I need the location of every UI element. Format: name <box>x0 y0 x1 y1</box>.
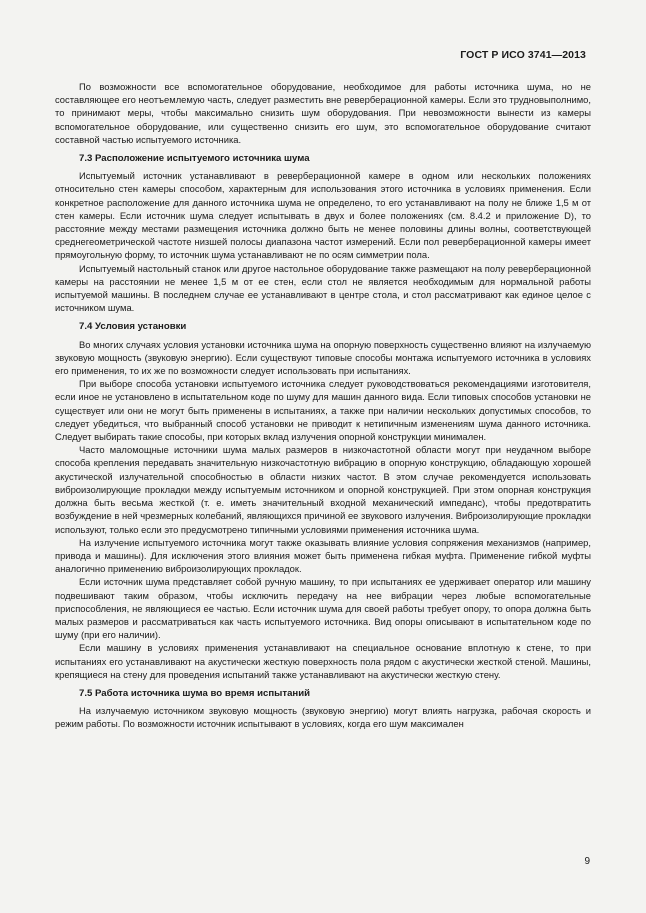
paragraph-7-3-positioning: Испытуемый источник устанавливают в реверберационной камере в одном или нескольких положениях относительно стен камеры способом, характерным для использования этого источника в условиях применения. Если конкретное расположение для данного источника шума не определено, то его устанавливают на полу не ближе 1,5 м от стен камеры. Если источник шума следует испытывать в двух и более положениях (см. 8.4.2 и приложение D), то расстояние между местами размещения источника должно быть не менее половины длины волны, соответствующей среднегеометрической частоте низшей полосы диапазона частот измерений. Если пол реверберационной камеры имеет прямоугольную форму, то источник шума устанавливают не по осям симметрии пола. <box>55 170 591 261</box>
paragraph-7-4-hand-held: Если источник шума представляет собой ручную машину, то при испытаниях ее удерживает оператор или машину подвешивают таким образом, чтобы исключить передачу на нее вибрации через любые вспомогательные приспособления, не являющиеся ее частью. Если источник шума для своей работы требует опору, то опора должна быть малых размеров и рассматриваться как часть испытуемого источника. Вид опоры описывают в испытательном коде по шуму (при его наличии). <box>55 576 591 641</box>
paragraph-7-4-mounting-choice: При выборе способа установки испытуемого источника следует руководствоваться рекомендациями изготовителя, если иное не установлено в испытательном коде по шуму для машин данного вида. Если типовых способов установки не существует или они не могут быть применены в испытаниях, а также при наличии нескольких допустимых способов, то следует убедиться, что выбранный способ установки не приводит к нетипичным изменениям шума данного источника. Следует выбирать такие способы, при которых вклад излучения опорной конструкции минимален. <box>55 378 591 443</box>
paragraph-7-4-wall-mounted: Если машину в условиях применения устанавливают на специальное основание вплотную к стене, то при испытаниях его устанавливают на акустически жесткую поверхность пола рядом с акустически жесткой стеной. Машины, крепящиеся на стену для проведения испытаний также устанавливают на акустически жесткую стену. <box>55 642 591 680</box>
section-heading-7-3: 7.3 Расположение испытуемого источника шума <box>79 153 310 165</box>
section-heading-7-4: 7.4 Условия установки <box>79 321 187 333</box>
paragraph-7-4-mounting-influence: Во многих случаях условия установки источника шума на опорную поверхность существенно влияют на излучаемую звуковую мощность (звуковую энергию). Если существуют типовые способы монтажа испытуемого источника в условиях его применения, то их же по возможности следует использовать при испытаниях. <box>55 338 591 377</box>
paragraph-7-4-coupling: На излучение испытуемого источника могут также оказывать влияние условия сопряжения механизмов (например, привода и машины). Для исключения этого влияния может быть применена гибкая муфта. Применение гибкой муфты аналогично применению виброизолирующих прокладок. <box>55 536 591 575</box>
paragraph-7-5-operation: На излучаемую источником звуковую мощность (звуковую энергию) могут влиять нагрузка, рабочая скорость и режим работы. По возможности источник испытывают в условиях, когда его шум максимален <box>55 705 591 730</box>
paragraph-auxiliary-equipment: По возможности все вспомогательное оборудование, необходимое для работы источника шума, но не составляющее его неотъемлемую часть, следует разместить вне реверберационной камеры. Если это трудновыполнимо, то принимают меры, чтобы максимально снизить шум оборудования. При невозможности вынести из камеры вспомогательное оборудование, или существенно снизить его шум, это вспомогательное оборудование считают составной частью испытуемого источника. <box>55 81 591 145</box>
paragraph-7-4-vibration-isolation: Часто маломощные источники шума малых размеров в низкочастотной области могут при неудачном выборе способа крепления передавать значительную низкочастотную вибрацию в опорную конструкцию, обладающую хорошей акустической излучательной способностью в области низких частот. В этом случае рекомендуется использовать виброизолирующие прокладки между испытуемым источником и опорной конструкцией. При этом опорная конструкция должна быть весьма жесткой (т. е. иметь значительный входной механический импеданс), чтобы предотвратить возбуждение в ней чрезмерных колебаний, являющихся причиной ее звукового излучения. Виброизолирующие прокладки используют, только если это предусмотрено типичными условиями применения источника шума. <box>55 444 591 535</box>
section-heading-7-5: 7.5 Работа источника шума во время испытаний <box>79 687 310 699</box>
paragraph-7-3-bench-equipment: Испытуемый настольный станок или другое настольное оборудование также размещают на полу реверберационной камеры на расстоянии не менее 1,5 м от ее стен, если стол не является необходимым для нормальной работы испытуемой машины. В последнем случае ее устанавливают в центре стола, и стол рассматривают как единое целое с источником шума. <box>55 262 591 314</box>
page-number: 9 <box>584 856 590 867</box>
standard-designation: ГОСТ Р ИСО 3741—2013 <box>460 49 586 61</box>
document-body <box>55 80 591 731</box>
